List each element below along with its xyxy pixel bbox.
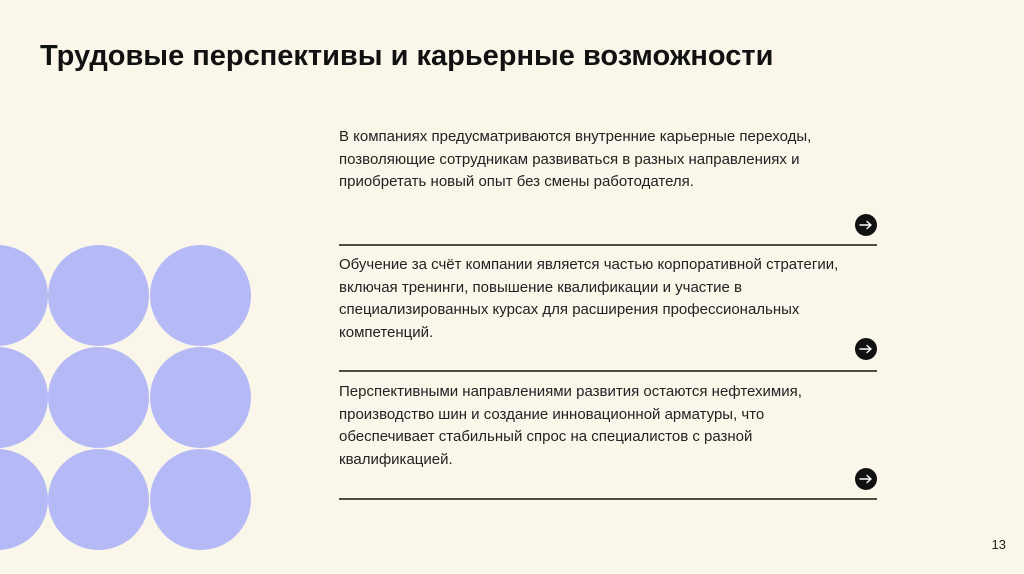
arrow-right-icon[interactable]: [855, 338, 877, 360]
item-text: Перспективными направлениями развития остаются нефтехимия, производство шин и создание инновационной арматуры, что обеспечивает стабильный спрос на специалистов с разной квалификацией.: [339, 383, 802, 468]
divider: [339, 498, 877, 500]
divider: [339, 244, 877, 246]
item-text: В компаниях предусматриваются внутренние карьерные переходы, позволяющие сотрудникам развиваться в разных направлениях и приобретать новый опыт без смены работодателя.: [339, 128, 812, 190]
page-number: 13: [991, 537, 1006, 552]
decorative-circle: [0, 449, 48, 550]
slide-title: Трудовые перспективы и карьерные возможности: [40, 40, 774, 72]
list-item: [339, 254, 877, 374]
decorative-circle: [48, 245, 149, 346]
decorative-circle: [150, 347, 251, 448]
item-text: Обучение за счёт компании является частью корпоративной стратегии, включая тренинги, повышение квалификации и участие в специализированных курсах для расширения профессиональных компетенций.: [339, 256, 839, 341]
decorative-circle: [0, 245, 48, 346]
list-item: [339, 126, 877, 246]
decorative-circle: [48, 347, 149, 448]
decorative-circle: [150, 245, 251, 346]
arrow-right-icon[interactable]: [855, 214, 877, 236]
decorative-circle: [150, 449, 251, 550]
decorative-circle-grid: [0, 0, 300, 574]
divider: [339, 370, 877, 372]
decorative-circle: [48, 449, 149, 550]
arrow-right-icon[interactable]: [855, 468, 877, 490]
list-item: [339, 381, 877, 503]
decorative-circle: [0, 347, 48, 448]
